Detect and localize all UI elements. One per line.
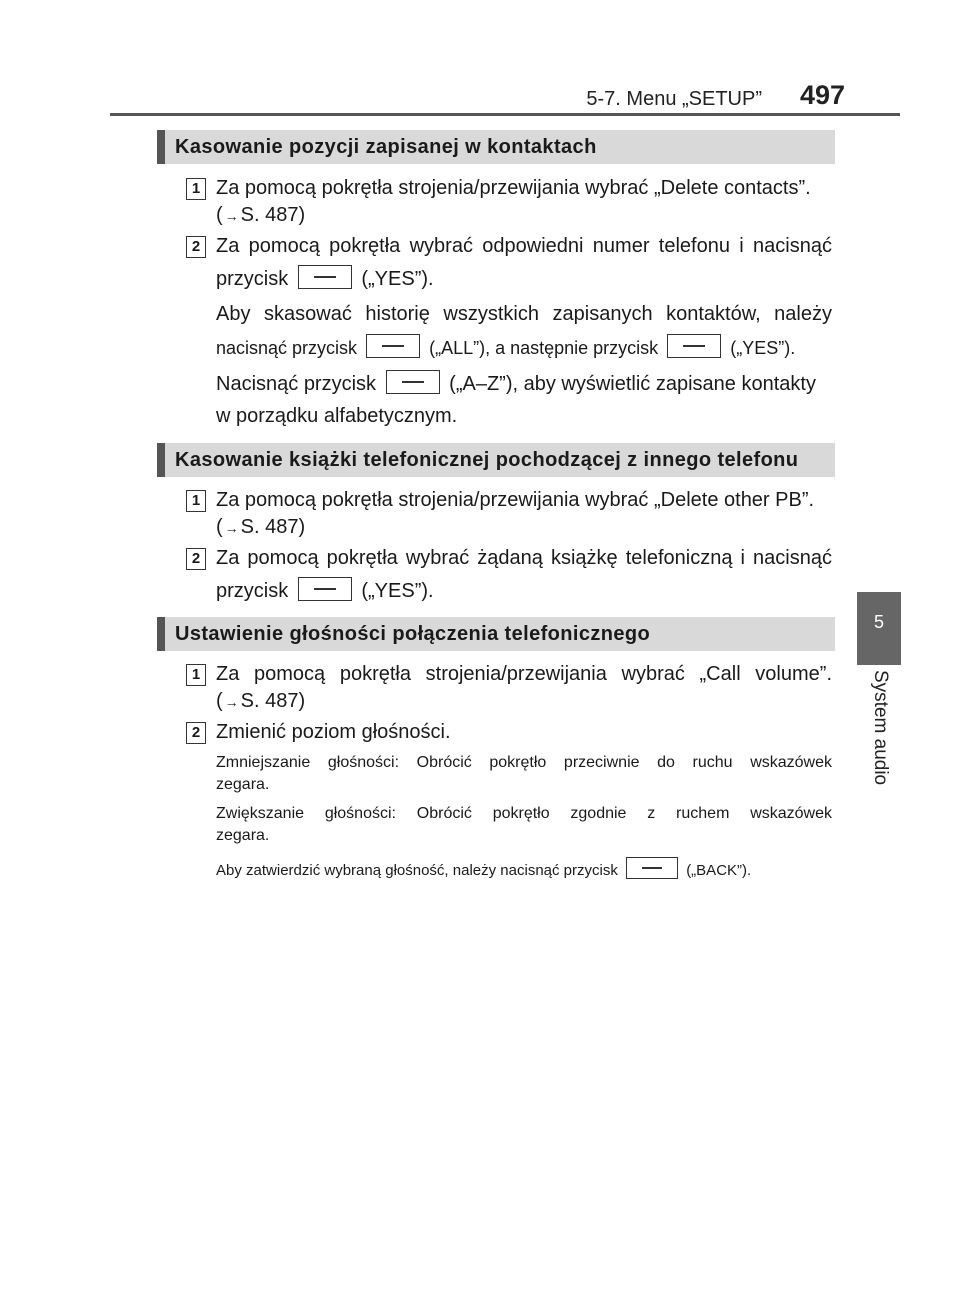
arrow-right-icon: → bbox=[224, 694, 239, 710]
reference-text: S. 487) bbox=[240, 690, 306, 712]
page-reference: ( → S. 487) bbox=[216, 204, 306, 226]
page-number: 497 bbox=[800, 80, 846, 110]
note-text-line bbox=[216, 370, 832, 397]
step-number: 1 bbox=[186, 664, 206, 686]
step-text: Zmienić poziom głośności. bbox=[216, 721, 451, 743]
note-text: w porządku alfabetycznym. bbox=[216, 405, 458, 427]
chapter-label: System audio bbox=[870, 670, 891, 786]
text-fragment: („ALL”), a następnie przycisk bbox=[429, 338, 659, 358]
text-fragment: przycisk bbox=[216, 268, 289, 290]
step-text: Za pomocą pokrętła strojenia/przewijania wybrać „Call volume”. bbox=[216, 663, 832, 685]
button-symbol bbox=[366, 334, 420, 358]
detail-text: zegara. bbox=[216, 827, 270, 844]
step-text-line bbox=[216, 265, 832, 292]
text-fragment: nacisnąć przycisk bbox=[216, 338, 358, 358]
page-reference: ( → S. 487) bbox=[216, 516, 306, 538]
text-fragment: Nacisnąć przycisk bbox=[216, 373, 377, 395]
reference-text: S. 487) bbox=[240, 516, 306, 538]
step-number: 2 bbox=[186, 548, 206, 570]
arrow-right-icon: → bbox=[224, 208, 239, 224]
reference-text: S. 487) bbox=[240, 204, 306, 226]
section-heading: Kasowanie książki telefonicznej pochodzącej z innego telefonu bbox=[157, 443, 835, 477]
text-fragment: przycisk bbox=[216, 580, 289, 602]
step-text-line bbox=[216, 577, 832, 604]
step-text: Za pomocą pokrętła strojenia/przewijania wybrać „Delete contacts”. bbox=[216, 177, 811, 199]
text-fragment: Aby zatwierdzić wybraną głośność, należy nacisnąć przycisk bbox=[216, 862, 618, 879]
button-symbol bbox=[667, 334, 721, 358]
chapter-number: 5 bbox=[873, 612, 884, 632]
button-symbol bbox=[626, 857, 678, 879]
section-heading: Kasowanie pozycji zapisanej w kontaktach bbox=[157, 130, 835, 164]
detail-text-line bbox=[216, 857, 832, 882]
arrow-right-icon: → bbox=[224, 520, 239, 536]
note-text-line bbox=[216, 334, 832, 361]
step-number: 2 bbox=[186, 722, 206, 744]
text-fragment: („YES”). bbox=[730, 338, 796, 358]
text-fragment: („YES”). bbox=[361, 268, 434, 290]
step-text: Za pomocą pokrętła strojenia/przewijania wybrać „Delete other PB”. bbox=[216, 489, 815, 511]
chapter-tab bbox=[857, 592, 901, 665]
text-fragment: („YES”). bbox=[361, 580, 434, 602]
button-symbol bbox=[298, 577, 352, 601]
step-number: 1 bbox=[186, 178, 206, 200]
step-text: Za pomocą pokrętła wybrać żądaną książkę telefoniczną i nacisnąć bbox=[216, 547, 832, 569]
page-reference: ( → S. 487) bbox=[216, 690, 306, 712]
step-text: Za pomocą pokrętła wybrać odpowiedni numer telefonu i nacisnąć bbox=[216, 235, 832, 257]
detail-text: Zmniejszanie głośności: Obrócić pokrętło przeciwnie do ruchu wskazówek bbox=[216, 754, 832, 771]
text-fragment: („BACK”). bbox=[686, 862, 752, 879]
header-section-title: 5-7. Menu „SETUP” bbox=[586, 88, 762, 110]
section-heading: Ustawienie głośności połączenia telefonicznego bbox=[157, 617, 835, 651]
detail-text: zegara. bbox=[216, 776, 270, 793]
step-number: 2 bbox=[186, 236, 206, 258]
header-rule bbox=[110, 113, 900, 116]
text-fragment: („A–Z”), aby wyświetlić zapisane kontakty bbox=[449, 373, 816, 395]
button-symbol bbox=[386, 370, 440, 394]
detail-text: Zwiększanie głośności: Obrócić pokrętło zgodnie z ruchem wskazówek bbox=[216, 805, 832, 822]
note-text: Aby skasować historię wszystkich zapisanych kontaktów, należy bbox=[216, 303, 832, 325]
button-symbol bbox=[298, 265, 352, 289]
step-number: 1 bbox=[186, 490, 206, 512]
